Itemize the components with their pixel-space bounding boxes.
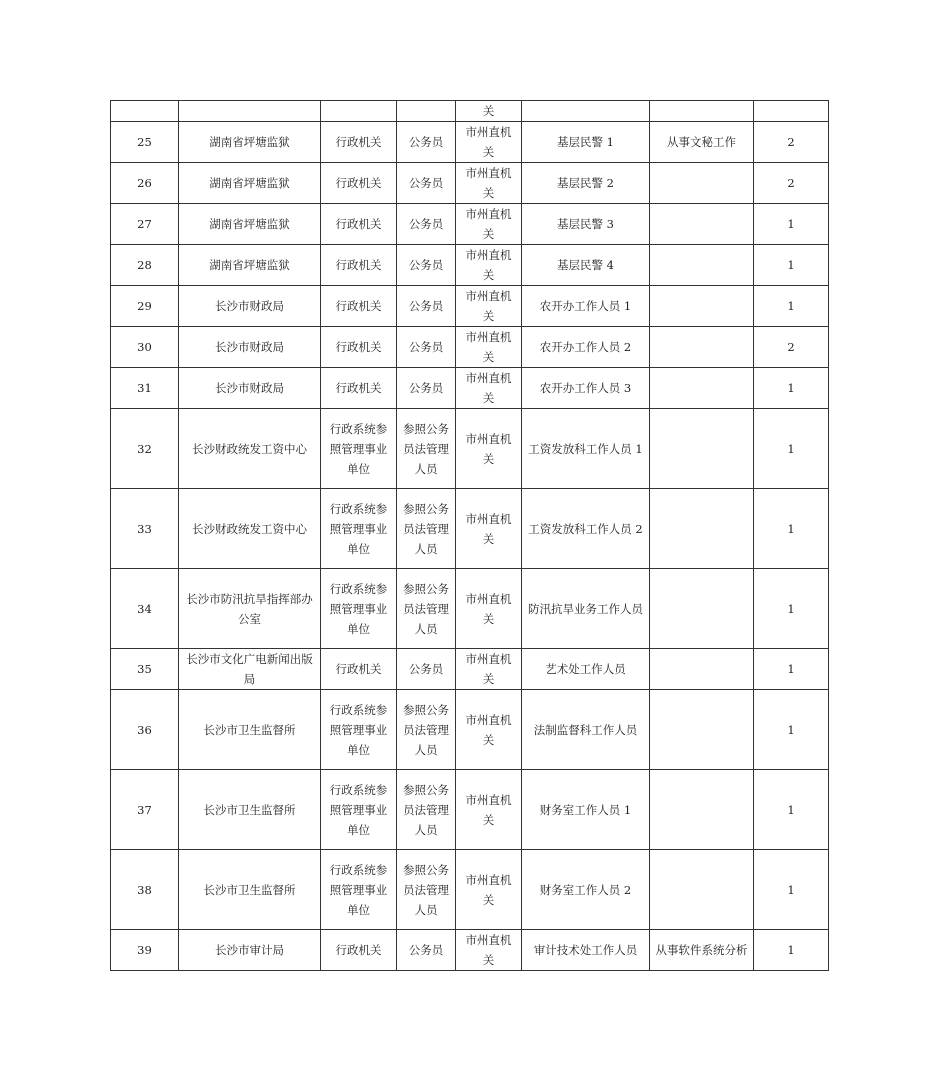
cell-unit-type: 行政机关 bbox=[321, 204, 397, 245]
cell-count: 1 bbox=[754, 368, 829, 409]
cell-no: 31 bbox=[111, 368, 179, 409]
cell-condition bbox=[650, 368, 754, 409]
cell-level: 市州直机关 bbox=[456, 163, 522, 204]
cell-count: 1 bbox=[754, 690, 829, 770]
cell-staff-type: 参照公务员法管理人员 bbox=[397, 569, 456, 649]
table-row bbox=[111, 649, 829, 690]
table-row bbox=[111, 850, 829, 930]
cell-unit-type: 行政机关 bbox=[321, 327, 397, 368]
cell-unit: 长沙市防汛抗旱指挥部办公室 bbox=[179, 569, 321, 649]
cell-staff-type: 参照公务员法管理人员 bbox=[397, 409, 456, 489]
cell-no: 37 bbox=[111, 770, 179, 850]
cell-level: 市州直机关 bbox=[456, 327, 522, 368]
cell-unit: 长沙财政统发工资中心 bbox=[179, 489, 321, 569]
cell-staff-type: 公务员 bbox=[397, 327, 456, 368]
cell-unit: 长沙市卫生监督所 bbox=[179, 690, 321, 770]
cell-level: 市州直机关 bbox=[456, 850, 522, 930]
cell-position: 审计技术处工作人员 bbox=[522, 930, 650, 971]
cell-unit: 湖南省坪塘监狱 bbox=[179, 204, 321, 245]
cell-no: 29 bbox=[111, 286, 179, 327]
cell-level: 市州直机关 bbox=[456, 122, 522, 163]
cell-no: 34 bbox=[111, 569, 179, 649]
cell-unit-type: 行政系统参照管理事业单位 bbox=[321, 489, 397, 569]
table-body bbox=[111, 101, 829, 971]
cell-level: 市州直机关 bbox=[456, 286, 522, 327]
cell-unit-type: 行政机关 bbox=[321, 122, 397, 163]
cell-staff-type: 公务员 bbox=[397, 930, 456, 971]
table-row bbox=[111, 286, 829, 327]
cell-unit: 湖南省坪塘监狱 bbox=[179, 245, 321, 286]
cell-no: 30 bbox=[111, 327, 179, 368]
cell-no: 25 bbox=[111, 122, 179, 163]
cell-condition bbox=[650, 569, 754, 649]
cell-staff-type: 公务员 bbox=[397, 245, 456, 286]
cell-condition bbox=[650, 286, 754, 327]
cell-level: 市州直机关 bbox=[456, 649, 522, 690]
cell-condition bbox=[650, 649, 754, 690]
cell-position: 农开办工作人员 2 bbox=[522, 327, 650, 368]
table-row-continued bbox=[111, 101, 829, 122]
cell-unit: 长沙市卫生监督所 bbox=[179, 850, 321, 930]
cell-unit: 长沙市文化广电新闻出版局 bbox=[179, 649, 321, 690]
cell-count bbox=[754, 101, 829, 122]
cell-position: 基层民警 4 bbox=[522, 245, 650, 286]
cell-position bbox=[522, 101, 650, 122]
cell-position: 财务室工作人员 2 bbox=[522, 850, 650, 930]
cell-staff-type bbox=[397, 101, 456, 122]
cell-no bbox=[111, 101, 179, 122]
table-row bbox=[111, 122, 829, 163]
recruitment-table bbox=[110, 100, 829, 971]
table-row bbox=[111, 368, 829, 409]
cell-condition bbox=[650, 850, 754, 930]
cell-level: 市州直机关 bbox=[456, 770, 522, 850]
cell-no: 35 bbox=[111, 649, 179, 690]
cell-position: 防汛抗旱业务工作人员 bbox=[522, 569, 650, 649]
cell-condition bbox=[650, 101, 754, 122]
cell-condition bbox=[650, 245, 754, 286]
cell-staff-type: 公务员 bbox=[397, 368, 456, 409]
cell-count: 1 bbox=[754, 930, 829, 971]
table-row bbox=[111, 930, 829, 971]
cell-no: 36 bbox=[111, 690, 179, 770]
cell-count: 2 bbox=[754, 163, 829, 204]
cell-unit-type: 行政机关 bbox=[321, 368, 397, 409]
cell-unit: 长沙市审计局 bbox=[179, 930, 321, 971]
cell-position: 艺术处工作人员 bbox=[522, 649, 650, 690]
cell-condition bbox=[650, 204, 754, 245]
cell-no: 32 bbox=[111, 409, 179, 489]
cell-unit-type: 行政机关 bbox=[321, 245, 397, 286]
cell-level: 市州直机关 bbox=[456, 368, 522, 409]
cell-unit-type: 行政机关 bbox=[321, 163, 397, 204]
cell-condition: 从事软件系统分析 bbox=[650, 930, 754, 971]
table-row bbox=[111, 569, 829, 649]
cell-level: 市州直机关 bbox=[456, 930, 522, 971]
cell-count: 1 bbox=[754, 850, 829, 930]
cell-condition bbox=[650, 489, 754, 569]
cell-position: 农开办工作人员 3 bbox=[522, 368, 650, 409]
cell-position: 工资发放科工作人员 2 bbox=[522, 489, 650, 569]
cell-position: 基层民警 3 bbox=[522, 204, 650, 245]
cell-staff-type: 参照公务员法管理人员 bbox=[397, 489, 456, 569]
cell-position: 基层民警 2 bbox=[522, 163, 650, 204]
cell-level: 关 bbox=[456, 101, 522, 122]
cell-level: 市州直机关 bbox=[456, 409, 522, 489]
table-row bbox=[111, 409, 829, 489]
cell-unit-type bbox=[321, 101, 397, 122]
cell-level: 市州直机关 bbox=[456, 690, 522, 770]
cell-no: 39 bbox=[111, 930, 179, 971]
cell-unit-type: 行政系统参照管理事业单位 bbox=[321, 409, 397, 489]
cell-staff-type: 公务员 bbox=[397, 204, 456, 245]
cell-staff-type: 公务员 bbox=[397, 122, 456, 163]
cell-count: 1 bbox=[754, 569, 829, 649]
table-row bbox=[111, 690, 829, 770]
cell-count: 1 bbox=[754, 649, 829, 690]
cell-unit: 长沙市财政局 bbox=[179, 286, 321, 327]
cell-staff-type: 参照公务员法管理人员 bbox=[397, 690, 456, 770]
cell-no: 26 bbox=[111, 163, 179, 204]
cell-unit-type: 行政系统参照管理事业单位 bbox=[321, 690, 397, 770]
cell-position: 基层民警 1 bbox=[522, 122, 650, 163]
cell-level: 市州直机关 bbox=[456, 204, 522, 245]
table-row bbox=[111, 204, 829, 245]
cell-position: 工资发放科工作人员 1 bbox=[522, 409, 650, 489]
cell-count: 1 bbox=[754, 204, 829, 245]
cell-count: 1 bbox=[754, 286, 829, 327]
cell-count: 1 bbox=[754, 489, 829, 569]
cell-condition bbox=[650, 770, 754, 850]
cell-unit: 湖南省坪塘监狱 bbox=[179, 122, 321, 163]
cell-unit-type: 行政系统参照管理事业单位 bbox=[321, 770, 397, 850]
cell-staff-type: 公务员 bbox=[397, 163, 456, 204]
cell-level: 市州直机关 bbox=[456, 489, 522, 569]
cell-unit bbox=[179, 101, 321, 122]
cell-count: 1 bbox=[754, 409, 829, 489]
cell-level: 市州直机关 bbox=[456, 569, 522, 649]
cell-unit: 长沙财政统发工资中心 bbox=[179, 409, 321, 489]
table-row bbox=[111, 163, 829, 204]
cell-no: 27 bbox=[111, 204, 179, 245]
cell-staff-type: 公务员 bbox=[397, 286, 456, 327]
cell-unit: 湖南省坪塘监狱 bbox=[179, 163, 321, 204]
cell-no: 33 bbox=[111, 489, 179, 569]
cell-condition bbox=[650, 327, 754, 368]
cell-count: 1 bbox=[754, 245, 829, 286]
cell-unit-type: 行政机关 bbox=[321, 286, 397, 327]
cell-staff-type: 参照公务员法管理人员 bbox=[397, 770, 456, 850]
cell-unit-type: 行政系统参照管理事业单位 bbox=[321, 569, 397, 649]
table-row bbox=[111, 245, 829, 286]
cell-condition: 从事文秘工作 bbox=[650, 122, 754, 163]
cell-count: 2 bbox=[754, 122, 829, 163]
cell-unit: 长沙市卫生监督所 bbox=[179, 770, 321, 850]
cell-position: 财务室工作人员 1 bbox=[522, 770, 650, 850]
cell-condition bbox=[650, 409, 754, 489]
cell-count: 2 bbox=[754, 327, 829, 368]
cell-staff-type: 公务员 bbox=[397, 649, 456, 690]
cell-no: 38 bbox=[111, 850, 179, 930]
cell-condition bbox=[650, 690, 754, 770]
cell-unit: 长沙市财政局 bbox=[179, 368, 321, 409]
table-row bbox=[111, 489, 829, 569]
table-row bbox=[111, 770, 829, 850]
cell-condition bbox=[650, 163, 754, 204]
cell-staff-type: 参照公务员法管理人员 bbox=[397, 850, 456, 930]
table-row bbox=[111, 327, 829, 368]
cell-unit-type: 行政系统参照管理事业单位 bbox=[321, 850, 397, 930]
cell-no: 28 bbox=[111, 245, 179, 286]
cell-unit-type: 行政机关 bbox=[321, 930, 397, 971]
cell-position: 农开办工作人员 1 bbox=[522, 286, 650, 327]
cell-unit: 长沙市财政局 bbox=[179, 327, 321, 368]
cell-unit-type: 行政机关 bbox=[321, 649, 397, 690]
cell-count: 1 bbox=[754, 770, 829, 850]
cell-position: 法制监督科工作人员 bbox=[522, 690, 650, 770]
cell-level: 市州直机关 bbox=[456, 245, 522, 286]
